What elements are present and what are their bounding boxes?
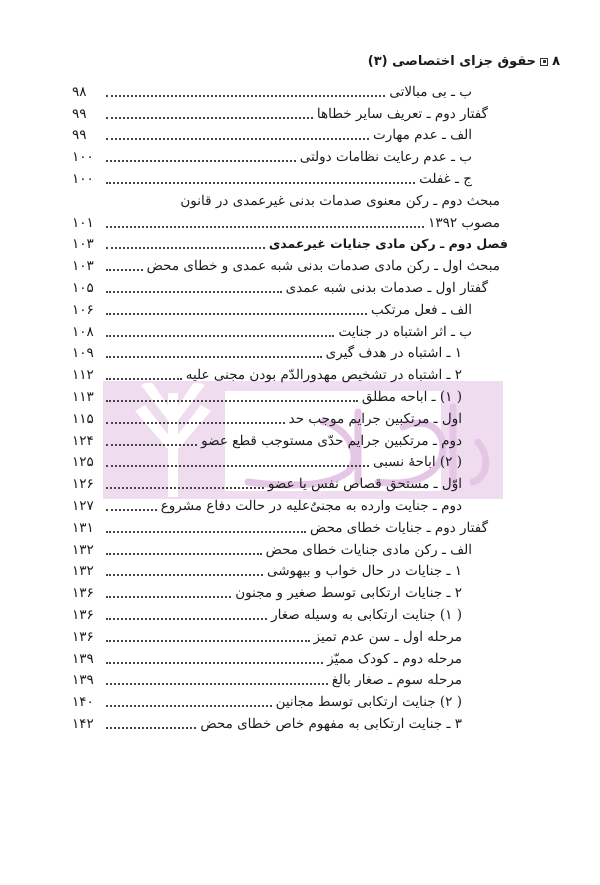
toc-entry-title: مبحث دوم ـ رکن معنوی صدمات بدنی غیرعمدی در قانون (180, 192, 500, 209)
box-ornament-icon (540, 58, 548, 66)
toc-entry[interactable] (72, 406, 508, 428)
toc-entry-title: مصوب ۱۳۹۲ (428, 214, 500, 231)
toc-entry[interactable] (72, 253, 508, 275)
table-of-contents (72, 79, 508, 733)
dot-leader (106, 247, 265, 249)
toc-entry-page: ۱۰۵ (72, 279, 94, 296)
toc-entry-page: ۹۹ (72, 105, 87, 122)
toc-entry-title: مرحله دوم ـ کودک ممیّز (327, 650, 462, 667)
toc-entry-page: ۱۳۱ (72, 519, 94, 536)
dot-leader (106, 487, 264, 489)
toc-entry-page: ۱۲۷ (72, 497, 94, 514)
toc-entry-title: اوّل ـ مستحق قصاص نفس یا عضو (267, 476, 462, 493)
toc-entry[interactable] (72, 210, 508, 232)
toc-entry-page: ۱۱۵ (72, 410, 94, 427)
toc-entry-page: ۱۰۰ (72, 170, 94, 187)
toc-entry[interactable] (72, 428, 508, 450)
toc-entry-title: ( ۲) جنایت ارتکابی توسط مجانین (275, 694, 462, 711)
toc-entry-page: ۱۳۶ (72, 606, 94, 623)
toc-entry[interactable] (72, 166, 508, 188)
toc-entry-page: ۹۸ (72, 83, 87, 100)
dot-leader (106, 291, 282, 293)
toc-entry[interactable] (72, 624, 508, 646)
toc-entry-title: الف ـ رکن مادی جنایات خطای محض (265, 541, 472, 558)
toc-entry-page: ۱۰۳ (72, 236, 94, 253)
dot-leader (106, 683, 328, 685)
toc-entry-title: مبحث اول ـ رکن مادی صدمات بدنی شبه عمدی و خطای محض (146, 258, 500, 275)
toc-entry-page: ۱۰۹ (72, 345, 94, 362)
dot-leader (106, 95, 385, 97)
toc-entry-page: ۱۴۰ (72, 694, 94, 711)
dot-leader (106, 596, 231, 598)
toc-entry-page: ۱۰۶ (72, 301, 94, 318)
toc-entry-title: ب ـ اثر اشتباه در جنایت (338, 323, 472, 340)
toc-entry[interactable] (72, 319, 508, 341)
toc-entry-page: ۱۳۶ (72, 628, 94, 645)
dot-leader (106, 465, 369, 467)
toc-entry-page: ۱۳۲ (72, 541, 94, 558)
toc-entry-page: ۱۰۱ (72, 214, 94, 231)
toc-entry[interactable] (72, 580, 508, 602)
toc-entry[interactable] (72, 646, 508, 668)
toc-entry-page: ۱۴۲ (72, 715, 94, 732)
toc-entry[interactable] (72, 275, 508, 297)
dot-leader (106, 400, 358, 402)
dot-leader (106, 705, 272, 707)
toc-entry-title: گفتار دوم ـ جنایات خطای محض (310, 519, 488, 536)
toc-entry[interactable] (72, 559, 508, 581)
toc-entry-title: ( ۲) اباحهٔ نسبی (372, 454, 462, 471)
toc-entry-title: ۱ ـ جنایات در حال خواب و بیهوشی (266, 563, 462, 580)
dot-leader (106, 226, 424, 228)
toc-entry-page: ۹۹ (72, 127, 87, 144)
toc-entry[interactable] (72, 493, 508, 515)
toc-entry-title: مرحله سوم ـ صغار بالغ (331, 672, 462, 689)
toc-entry-title: فصل دوم ـ رکن مادی جنایات غیرعمدی (268, 236, 508, 252)
toc-entry[interactable] (72, 668, 508, 690)
toc-entry[interactable] (72, 711, 508, 733)
book-title: حقوق جزای اختصاصی (۳) (367, 54, 537, 69)
toc-entry[interactable] (72, 101, 508, 123)
dot-leader (106, 138, 369, 140)
toc-entry-title: الف ـ عدم مهارت (373, 127, 472, 144)
toc-entry-page: ۱۳۶ (72, 585, 94, 602)
dot-leader (106, 662, 323, 664)
toc-entry-page: ۱۰۰ (72, 149, 94, 166)
toc-entry[interactable] (72, 384, 508, 406)
dot-leader (106, 117, 313, 119)
toc-entry-page: ۱۰۳ (72, 258, 94, 275)
toc-entry-title: اول ـ مرتکبین جرایم موجب حد (288, 410, 462, 427)
toc-chapter-entry[interactable] (72, 232, 508, 254)
toc-entry-page: ۱۲۶ (72, 476, 94, 493)
toc-entry-title: مرحله اول ـ سن عدم تمیز (313, 628, 462, 645)
toc-entry-title: گفتار دوم ـ تعریف سایر خطاها (316, 105, 488, 122)
toc-entry-title: ۳ ـ جنایت ارتکابی به مفهوم خاص خطای محض (200, 715, 462, 732)
dot-leader (106, 444, 197, 446)
toc-entry-page: ۱۰۸ (72, 323, 94, 340)
toc-entry[interactable] (72, 602, 508, 624)
toc-entry-page: ۱۱۲ (72, 367, 94, 384)
toc-entry[interactable] (72, 144, 508, 166)
toc-entry-title: ( ۱) ـ اباحه مطلق (361, 388, 462, 405)
toc-entry-page: ۱۳۹ (72, 672, 94, 689)
toc-entry-title: ب ـ عدم رعایت نظامات دولتی (299, 149, 472, 166)
dot-leader (106, 640, 310, 642)
toc-entry[interactable] (72, 450, 508, 472)
toc-entry[interactable] (72, 123, 508, 145)
toc-entry-page: ۱۳۹ (72, 650, 94, 667)
dot-leader (106, 553, 262, 555)
toc-entry[interactable] (72, 471, 508, 493)
toc-entry-title: الف ـ فعل مرتکب (370, 301, 472, 318)
dot-leader (106, 531, 306, 533)
dot-leader (106, 727, 196, 729)
dot-leader (106, 269, 143, 271)
toc-entry-title: گفتار اول ـ صدمات بدنی شبه عمدی (285, 279, 488, 296)
toc-entry[interactable] (72, 689, 508, 711)
toc-entry[interactable] (72, 362, 508, 384)
dot-leader (106, 509, 157, 511)
dot-leader (106, 618, 267, 620)
dot-leader (106, 160, 296, 162)
running-header (368, 54, 560, 69)
toc-entry-page: ۱۱۳ (72, 388, 94, 405)
dot-leader (106, 313, 367, 315)
toc-entry-title: دوم ـ مرتکبین جرایم حدّی مستوجب قطع عضو (201, 432, 462, 449)
toc-entry[interactable] (72, 515, 508, 537)
dot-leader (106, 182, 415, 184)
toc-entry-title: ج ـ غفلت (419, 170, 472, 187)
toc-entry[interactable] (72, 537, 508, 559)
toc-entry[interactable] (72, 79, 508, 101)
toc-entry-title: ( ۱) جنایت ارتکابی به وسیله صغار (271, 606, 462, 623)
toc-entry-page: ۱۲۵ (72, 454, 94, 471)
toc-entry-title: ۲ ـ اشتباه در تشخیص مهدورالدّم بودن مجنی علیه (185, 367, 462, 384)
toc-entry-title: ۱ ـ اشتباه در هدف گیری (325, 345, 462, 362)
toc-entry-title: ب ـ بی مبالاتی (389, 83, 472, 100)
dot-leader (106, 422, 285, 424)
page-number: ۸ (552, 54, 560, 69)
dot-leader (106, 378, 182, 380)
toc-entry[interactable] (72, 297, 508, 319)
dot-leader (106, 574, 263, 576)
toc-entry-page: ۱۲۴ (72, 432, 94, 449)
toc-entry-page: ۱۳۲ (72, 563, 94, 580)
toc-entry-title: ۲ ـ جنایات ارتکابی توسط صغیر و مجنون (235, 585, 462, 602)
dot-leader (106, 335, 334, 337)
toc-entry-continued[interactable] (72, 188, 508, 210)
dot-leader (106, 356, 322, 358)
toc-entry[interactable] (72, 341, 508, 363)
toc-entry-title: دوم ـ جنایت وارده به مجنیٌ‌علیه در حالت دفاع مشروع (160, 497, 462, 514)
